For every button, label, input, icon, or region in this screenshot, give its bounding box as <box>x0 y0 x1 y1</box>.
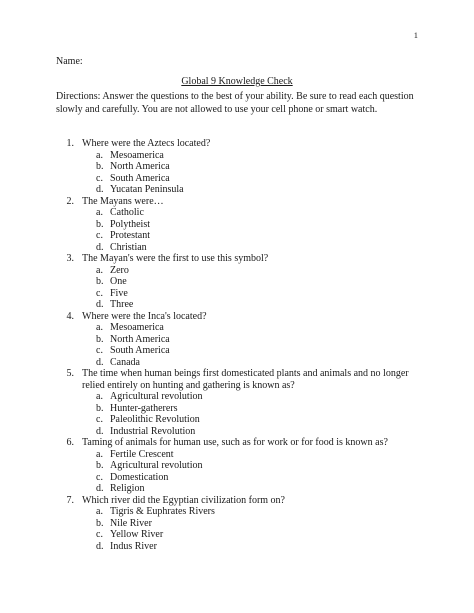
question-number: 2. <box>66 195 74 207</box>
answer-option <box>56 161 426 173</box>
answer-option <box>56 391 426 403</box>
answer-option <box>56 265 426 277</box>
option-letter: c. <box>96 345 103 356</box>
question-text: Which river did the Egyptian civilization form on? <box>82 494 285 506</box>
answer-option <box>56 518 426 530</box>
answer-option <box>56 472 426 484</box>
option-letter: a. <box>96 264 103 276</box>
answer-option <box>56 184 426 196</box>
answer-option <box>56 403 426 415</box>
option-text: Religion <box>110 483 145 494</box>
answer-option <box>56 529 426 541</box>
option-letter: c. <box>96 529 103 540</box>
question-line <box>56 138 426 150</box>
answer-option <box>56 426 426 438</box>
question-text: The Mayans were… <box>82 195 164 207</box>
answer-options <box>56 506 426 552</box>
option-text: Canada <box>110 356 140 368</box>
question-item <box>56 196 426 254</box>
question-item <box>56 368 426 437</box>
answer-option <box>56 173 426 185</box>
option-letter: a. <box>96 207 103 218</box>
answer-option <box>56 357 426 369</box>
answer-option <box>56 483 426 495</box>
option-text: Fertile Crescent <box>110 448 174 460</box>
option-letter: b. <box>96 517 104 529</box>
option-text: South America <box>110 172 170 184</box>
option-letter: b. <box>96 333 104 345</box>
question-text: Taming of animals for human use, such as for work or for food is known as? <box>82 437 388 448</box>
option-letter: d. <box>96 425 104 437</box>
answer-option <box>56 460 426 472</box>
question-line <box>56 253 426 265</box>
option-text: Christian <box>110 241 147 253</box>
directions-text: Directions: Answer the questions to the best of your ability. Be sure to read each question slowly and carefully. You are not allowed to use your cell phone or smart watch. <box>56 91 414 115</box>
option-text: Three <box>110 299 134 310</box>
question-text: The Mayan's were the first to use this symbol? <box>82 253 269 264</box>
option-letter: c. <box>96 471 103 483</box>
option-letter: a. <box>96 322 103 333</box>
answer-option <box>56 541 426 553</box>
question-number: 4. <box>66 310 74 322</box>
question-list <box>56 138 426 552</box>
question-number: 3. <box>66 253 74 264</box>
option-letter: a. <box>96 448 103 460</box>
answer-option <box>56 207 426 219</box>
option-text: Mesoamerica <box>110 149 164 161</box>
option-letter: b. <box>96 161 104 172</box>
page-number: 1 <box>413 30 418 40</box>
answer-options <box>56 322 426 368</box>
option-text: North America <box>110 161 170 172</box>
option-text: Agricultural revolution <box>110 460 203 471</box>
option-letter: b. <box>96 460 104 471</box>
question-item <box>56 495 426 553</box>
option-letter: b. <box>96 402 104 414</box>
option-letter: a. <box>96 149 103 161</box>
option-text: Indus River <box>110 540 157 552</box>
option-text: Yellow River <box>110 529 164 540</box>
option-text: Catholic <box>110 207 144 218</box>
question-text: Where were the Aztecs located? <box>82 138 211 149</box>
option-letter: c. <box>96 172 103 184</box>
question-line <box>56 196 426 208</box>
answer-option <box>56 322 426 334</box>
option-letter: c. <box>96 230 103 241</box>
answer-option <box>56 334 426 346</box>
option-text: Zero <box>110 264 129 276</box>
option-text: Nile River <box>110 517 152 529</box>
option-text: Yucatan Peninsula <box>110 184 184 195</box>
option-letter: a. <box>96 391 103 402</box>
option-letter: d. <box>96 540 104 552</box>
option-letter: c. <box>96 287 103 299</box>
question-number: 1. <box>66 138 74 149</box>
option-text: North America <box>110 333 170 345</box>
answer-option <box>56 506 426 518</box>
answer-option <box>56 288 426 300</box>
option-letter: a. <box>96 506 103 517</box>
option-letter: d. <box>96 241 104 253</box>
option-text: Industrial Revolution <box>110 425 196 437</box>
question-item <box>56 253 426 311</box>
answer-option <box>56 414 426 426</box>
answer-options <box>56 207 426 253</box>
question-line <box>56 311 426 323</box>
option-letter: b. <box>96 276 104 287</box>
option-text: Polytheist <box>110 218 151 230</box>
answer-options <box>56 150 426 196</box>
question-item <box>56 437 426 495</box>
answer-option <box>56 299 426 311</box>
option-text: Five <box>110 287 128 299</box>
answer-option <box>56 230 426 242</box>
answer-options <box>56 265 426 311</box>
option-text: One <box>110 276 127 287</box>
question-number: 6. <box>66 437 74 448</box>
option-text: Agricultural revolution <box>110 391 203 402</box>
answer-options <box>56 449 426 495</box>
question-line <box>56 437 426 449</box>
option-text: Protestant <box>110 230 150 241</box>
option-letter: d. <box>96 184 104 195</box>
question-item <box>56 311 426 369</box>
page-title: Global 9 Knowledge Check <box>181 76 293 87</box>
question-text: The time when human beings first domesticated plants and animals and no longer relied entirely on hunting and gathering is known as? <box>82 368 409 391</box>
question-number: 7. <box>66 494 74 506</box>
answer-options <box>56 391 426 437</box>
question-item <box>56 138 426 196</box>
answer-option <box>56 449 426 461</box>
question-number: 5. <box>66 368 74 379</box>
option-letter: d. <box>96 483 104 494</box>
question-text: Where were the Inca's located? <box>82 310 207 322</box>
option-text: Tigris & Euphrates Rivers <box>110 506 215 517</box>
option-text: Paleolithic Revolution <box>110 414 200 425</box>
option-letter: d. <box>96 356 104 368</box>
question-line <box>56 368 426 391</box>
option-letter: c. <box>96 414 103 425</box>
answer-option <box>56 242 426 254</box>
name-label: Name: <box>56 56 83 67</box>
answer-option <box>56 276 426 288</box>
answer-option <box>56 219 426 231</box>
option-text: Domestication <box>110 471 169 483</box>
option-letter: b. <box>96 218 104 230</box>
answer-option <box>56 345 426 357</box>
option-text: Hunter-gatherers <box>110 402 178 414</box>
option-letter: d. <box>96 299 104 310</box>
answer-option <box>56 150 426 162</box>
option-text: Mesoamerica <box>110 322 164 333</box>
option-text: South America <box>110 345 170 356</box>
question-line <box>56 495 426 507</box>
